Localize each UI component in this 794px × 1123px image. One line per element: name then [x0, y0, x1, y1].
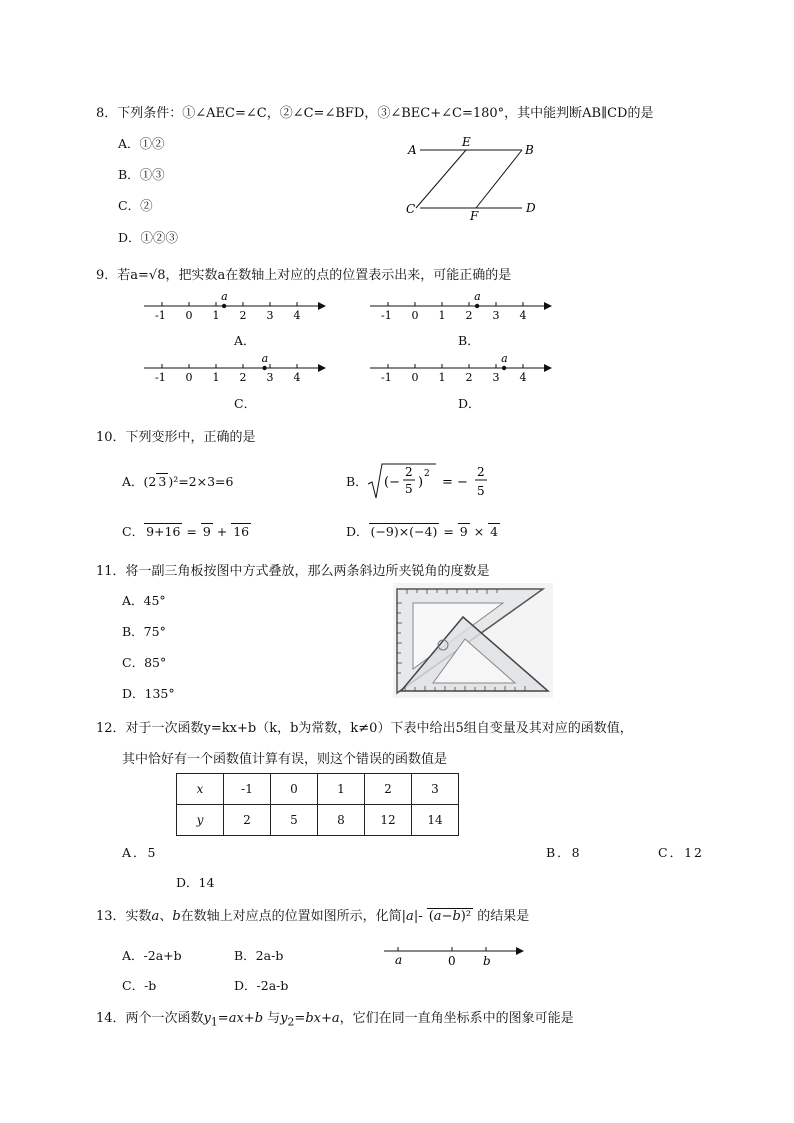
svg-text:2: 2 [405, 465, 413, 479]
svg-text:2: 2 [424, 469, 430, 479]
q13-option-b: B．2a-b [234, 948, 284, 963]
q12-stem-line2: 其中恰好有一个函数值计算有误，则这个错误的函数值是 [122, 752, 448, 767]
q11-option-a: A．45° [122, 593, 166, 608]
q11-option-c: C．85° [122, 655, 167, 670]
label-E: E [462, 135, 471, 149]
table-cell: 2 [224, 805, 271, 836]
table-cell: 12 [365, 805, 412, 836]
tick-label: 4 [519, 309, 527, 322]
axis-label-b: b [483, 954, 491, 968]
q9-stem: 9．若a=√8，把实数a在数轴上对应的点的位置表示出来，可能正确的是 [96, 268, 512, 283]
label-A: A [408, 143, 417, 157]
label-D: D [526, 201, 536, 215]
q9-caption-b: B． [458, 333, 480, 348]
svg-text:= −: = − [442, 475, 468, 490]
tick-label: 3 [266, 371, 274, 384]
point-label: a [261, 352, 269, 365]
tick-label: 0 [411, 309, 419, 322]
point-label: a [501, 352, 508, 365]
point-a [475, 304, 479, 308]
q13-option-a: A．-2a+b [122, 948, 182, 963]
point-a [502, 366, 506, 370]
label-B: B [525, 143, 534, 157]
table-cell: 2 [365, 774, 412, 805]
q11-option-d: D．135° [122, 686, 175, 701]
svg-text:): ) [418, 475, 424, 490]
q9-caption-c: C． [234, 396, 257, 411]
q12-option-d: D．14 [176, 875, 215, 890]
tick-label: 3 [492, 371, 500, 384]
table-cell: 3 [412, 774, 459, 805]
q9-number-line-a [140, 288, 330, 328]
tick-label: 2 [239, 371, 247, 384]
label-F: F [470, 209, 479, 223]
axis-arrow [544, 302, 552, 310]
table-cell: 8 [318, 805, 365, 836]
q8-parallelogram-figure [400, 134, 550, 224]
tick-label: 4 [519, 371, 527, 384]
point-label: a [221, 290, 228, 303]
q12-stem-line1: 12．对于一次函数y=kx+b（k，b为常数，k≠0）下表中给出5组自变量及其对应的函数值， [96, 721, 633, 736]
q9-number-line-d [366, 350, 556, 390]
tick-label: 0 [185, 371, 193, 384]
tick-label: 2 [465, 309, 473, 322]
tick-label: -1 [381, 371, 392, 384]
q8-option-b: B．①③ [118, 167, 165, 182]
q13-option-c: C．-b [122, 978, 157, 993]
table-cell: 5 [271, 805, 318, 836]
q11-stem: 11．将一副三角板按图中方式叠放，那么两条斜边所夹锐角的度数是 [96, 564, 490, 579]
table-row-y [177, 805, 459, 836]
q12-value-table [176, 773, 459, 836]
q12-option-a: A．5 [122, 845, 158, 860]
q10-option-a: A．(2 3 )²=2×3=6 [122, 474, 234, 489]
q13-number-line [380, 940, 530, 970]
tick-label: 1 [212, 371, 220, 384]
table-cell: 0 [271, 774, 318, 805]
tick-label: 0 [185, 309, 193, 322]
svg-text:5: 5 [477, 484, 485, 498]
tick-label: -1 [155, 309, 166, 322]
table-cell: 1 [318, 774, 365, 805]
table-cell: y [177, 805, 224, 836]
axis-arrow [544, 364, 552, 372]
svg-text:(−: (− [384, 475, 400, 490]
tick-label: 3 [492, 309, 500, 322]
label-C: C [406, 202, 416, 216]
tick-label: 2 [465, 371, 473, 384]
svg-text:2: 2 [477, 465, 485, 479]
q8-option-a: A．①② [118, 136, 165, 151]
q13-option-d: D．-2a-b [234, 978, 289, 993]
q10-option-c: C． 9+16 = 9 + 16 [122, 524, 250, 539]
tick-label: -1 [381, 309, 392, 322]
table-cell: x [177, 774, 224, 805]
q8-option-d: D．①②③ [118, 230, 179, 245]
q8-option-c: C．② [118, 198, 153, 213]
point-label: a [474, 290, 481, 303]
q13-stem: 13．实数a、b在数轴上对应点的位置如图所示，化简|a|- (a−b)² 的结果是 [96, 909, 530, 924]
tick-label: 1 [438, 371, 446, 384]
axis-label-a: a [395, 953, 403, 967]
axis-arrow [318, 302, 326, 310]
table-cell: 14 [412, 805, 459, 836]
tick-label: -1 [155, 371, 166, 384]
q14-stem: 14．两个一次函数$y_1=ax+b$ 与$y_2=bx+a$，它们在同一直角坐标系中的图象可能是 [96, 1011, 574, 1029]
q9-number-line-c [140, 350, 330, 390]
q12-option-b: B．8 [546, 845, 582, 860]
q10-option-d: D． (−9)×(−4) = 9 × 4 [346, 524, 499, 539]
tick-label: 0 [411, 371, 419, 384]
q8-stem: 8．下列条件：①∠AEC=∠C，②∠C=∠BFD，③∠BEC+∠C=180°，其中能判断AB∥CD的是 [96, 106, 654, 121]
tick-label: 2 [239, 309, 247, 322]
q11-option-b: B．75° [122, 624, 166, 639]
point-a [222, 304, 226, 308]
q11-set-squares-photo [393, 583, 553, 698]
tick-label: 1 [212, 309, 220, 322]
tick-label: 3 [266, 309, 274, 322]
tick-label: 4 [293, 309, 301, 322]
tick-label: 1 [438, 309, 446, 322]
q12-option-c: C．12 [658, 845, 704, 860]
tick-label: 4 [293, 371, 301, 384]
q9-caption-a: A． [234, 333, 256, 348]
q10-stem: 10．下列变形中，正确的是 [96, 430, 256, 445]
table-row-x [177, 774, 459, 805]
q9-caption-d: D． [458, 396, 481, 411]
axis-arrow [318, 364, 326, 372]
point-a [262, 366, 266, 370]
svg-text:5: 5 [405, 482, 413, 496]
q9-number-line-b [366, 288, 556, 328]
axis-label-zero: 0 [448, 954, 456, 968]
table-cell: -1 [224, 774, 271, 805]
